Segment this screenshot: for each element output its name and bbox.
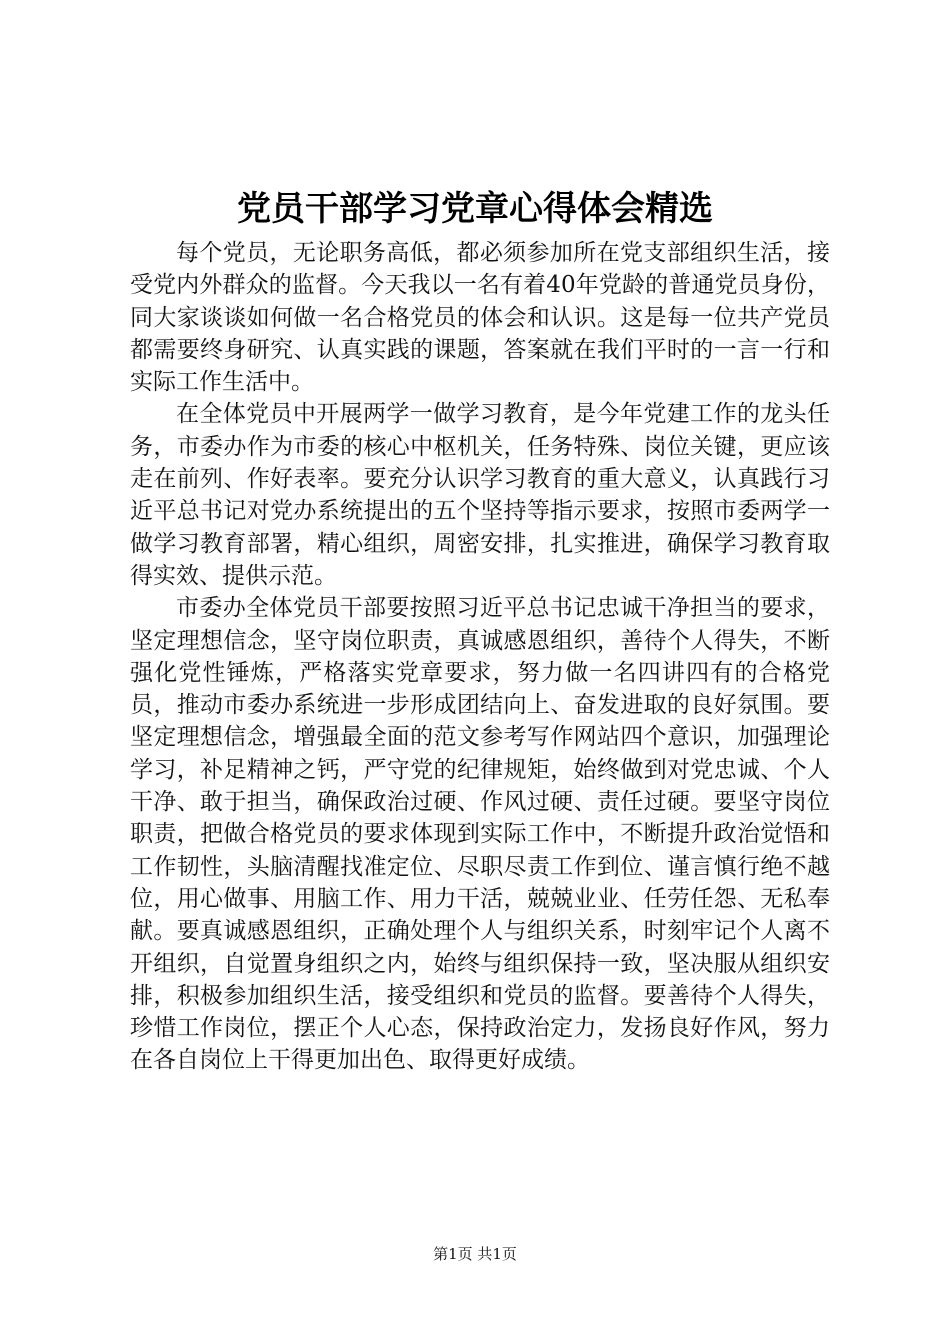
paragraph-1: 每个党员，无论职务高低，都必须参加所在党支部组织生活，接受党内外群众的监督。今天我以一名有着40年党龄的普通党员身份，同大家谈谈如何做一名合格党员的体会和认识。这是每一位共产党员都需要终身研究、认真实践的课题，答案就在我们平时的一言一行和实际工作生活中。 bbox=[130, 240, 830, 396]
paragraph-3: 市委办全体党员干部要按照习近平总书记忠诚干净担当的要求，坚定理想信念，坚守岗位职责，真诚感恩组织，善待个人得失，不断强化党性锤炼，严格落实党章要求，努力做一名四讲四有的合格党员，推动市委办系统进一步形成团结向上、奋发进取的良好氛围。要坚定理想信念，增强最全面的范文参考写作网站四个意识，加强理论学习，补足精神之钙，严守党的纪律规矩，始终做到对党忠诚、个人干净、敢于担当，确保政治过硬、作风过硬、责任过硬。要坚守岗位职责，把做合格党员的要求体现到实际工作中，不断提升政治觉悟和工作韧性，头脑清醒找准定位、尽职尽责工作到位、谨言慎行绝不越位，用心做事、用脑工作、用力干活，兢兢业业、任劳任怨、无私奉献。要真诚感恩组织，正确处理个人与组织关系，时刻牢记个人离不开组织，自觉置身组织之内，始终与组织保持一致，坚决服从组织安排，积极参加组织生活，接受组织和党员的监督。要善待个人得失，珍惜工作岗位，摆正个人心态，保持政治定力，发扬良好作风，努力在各自岗位上干得更加出色、取得更好成绩。 bbox=[130, 595, 830, 1074]
document-body bbox=[130, 237, 830, 1077]
page-footer: 第1页 共1页 bbox=[433, 1245, 517, 1263]
document-title: 党员干部学习党章心得体会精选 bbox=[237, 189, 713, 229]
paragraph-2: 在全体党员中开展两学一做学习教育，是今年党建工作的龙头任务，市委办作为市委的核心中枢机关，任务特殊、岗位关键，更应该走在前列、作好表率。要充分认识学习教育的重大意义，认真践行习近平总书记对党办系统提出的五个坚持等指示要求，按照市委两学一做学习教育部署，精心组织，周密安排，扎实推进，确保学习教育取得实效、提供示范。 bbox=[130, 401, 830, 589]
